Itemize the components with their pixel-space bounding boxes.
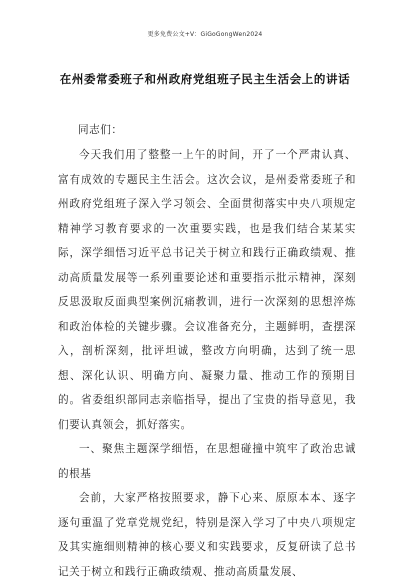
document-title: 在州委常委班子和州政府党组班子民主生活会上的讲话 <box>59 72 351 86</box>
greeting: 同志们： <box>78 124 123 136</box>
body-paragraph: 今天我们用了整整一上午的时间，开了一个严肃认真、富有成效的专题民主生活会。这次会议，是州委常委班子和州政府党组班子深入学习领会、全面贯彻落实中央八项规定精神学习教育要求的一次重要实践，也是我们结合某某实际，深学细悟习近平总书记关于树立和践行正确政绩观、推动高质量发展等一系列重要论述和重要指示批示精神，深刻反思汲取反面典型案例沉痛教训，进行一次深刻的思想淬炼和政治体检的关键步骤。会议准备充分，主题鲜明，查摆深入，剖析深刻，批评坦诚，整改方向明确，达到了统一思想、深化认识、明确方向、凝聚力量、推动工作的预期目的。省委组织部同志亲临指导，提出了宝贵的指导意见，我们要认真领会，抓好落实。 <box>58 149 356 431</box>
section-heading: 一、聚焦主题深学细悟，在思想碰撞中筑牢了政治忠诚的根基 <box>58 443 356 480</box>
header-note: 更多免费公文+V：GiGoGongWen2024 <box>147 31 263 38</box>
body-paragraph: 会前，大家严格按照要求，静下心来、原原本本、逐字逐句重温了党章党规党纪，特别是深入学习了中央八项规定及其实施细则精神的核心要义和实践要求，反复研读了总书记关于树立和践行正确政绩观、推动高质量发展、 <box>58 492 356 578</box>
document-body <box>58 118 356 584</box>
